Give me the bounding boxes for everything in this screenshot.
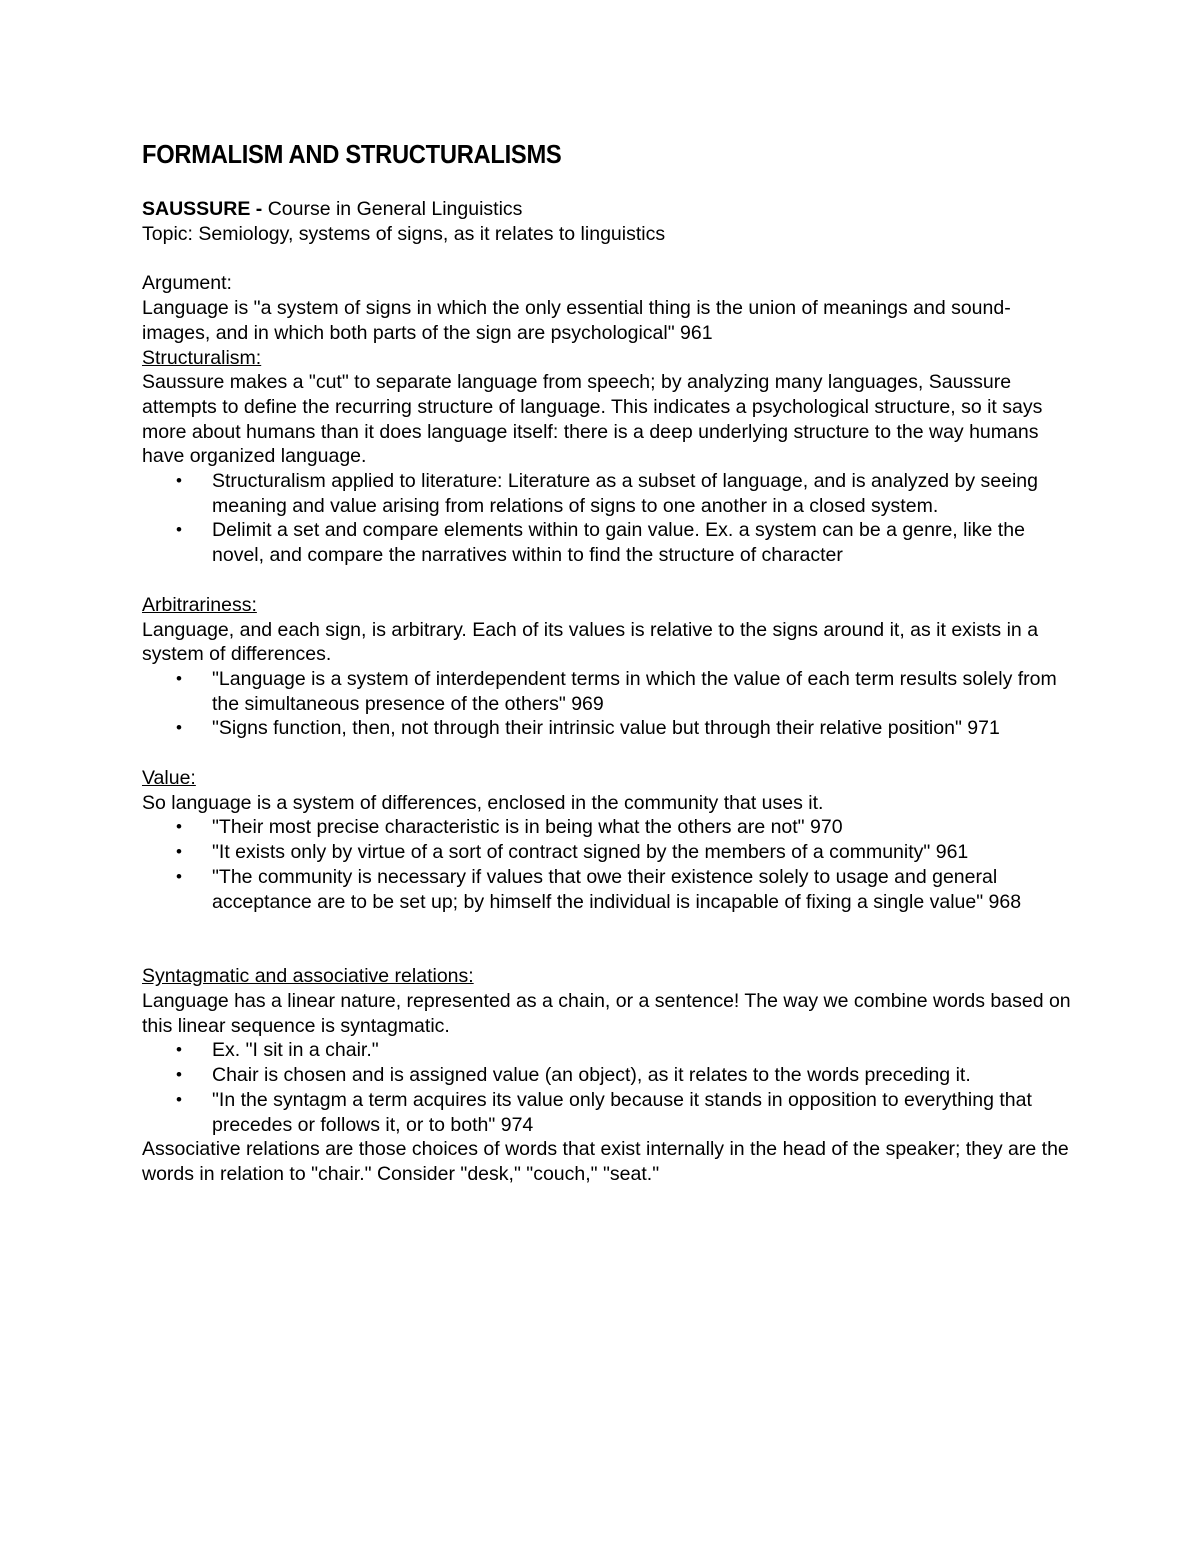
bullet-icon: • <box>176 520 182 540</box>
list-item <box>142 865 1072 914</box>
document-page <box>142 140 1072 1187</box>
arbitrariness-text: Language, and each sign, is arbitrary. Each of its values is relative to the signs around it, as it exists in a system of differences. <box>142 618 1039 666</box>
list-item-text: "In the syntagm a term acquires its value only because it stands in opposition to everything that precedes or follows it, or to both" 974 <box>212 1088 1032 1136</box>
arbitrariness-bullets <box>142 667 1072 741</box>
list-item <box>142 1063 1072 1088</box>
arbitrariness-heading: Arbitrariness: <box>142 593 257 616</box>
list-item-text: Structuralism applied to literature: Literature as a subset of language, and is analyzed by seeing meaning and value arising from relations of signs to one another in a closed system. <box>212 470 1038 517</box>
bullet-icon: • <box>176 866 182 886</box>
syntagmatic-bullets <box>142 1038 1072 1137</box>
list-item <box>142 840 1072 865</box>
list-item-text: Chair is chosen and is assigned value (an object), as it relates to the words preceding it. <box>212 1064 971 1087</box>
list-item-text: "The community is necessary if values that owe their existence solely to usage and general acceptance are to be set up; by himself the individual is incapable of fixing a single value" 968 <box>212 865 1022 913</box>
author-name: SAUSSURE - <box>142 198 263 220</box>
value-bullets <box>142 815 1072 914</box>
work-title: Course in General Linguistics <box>262 198 523 220</box>
bullet-icon: • <box>176 668 182 688</box>
value-heading: Value: <box>142 767 196 790</box>
spacer <box>142 568 1072 593</box>
list-item-text: "It exists only by virtue of a sort of contract signed by the members of a community" 961 <box>212 841 969 864</box>
syntagmatic-heading: Syntagmatic and associative relations: <box>142 965 474 988</box>
spacer <box>142 914 1072 964</box>
spacer <box>142 246 1072 271</box>
list-item-text: Delimit a set and compare elements within to gain value. Ex. a system can be a genre, like the novel, and compare the narratives within to find the structure of character <box>212 519 1025 567</box>
structuralism-heading: Structuralism: <box>142 346 262 369</box>
argument-label: Argument: <box>142 272 232 295</box>
list-item <box>142 667 1072 716</box>
bullet-icon: • <box>176 842 182 862</box>
structuralism-text: Saussure makes a "cut" to separate language from speech; by analyzing many languages, Saussure attempts to define the recurring structure of language. This indicates a psychological structure, so it says more about humans than it does language itself: there is a deep underlying structure to the way humans have organized language. <box>142 371 1043 468</box>
bullet-icon: • <box>176 471 182 491</box>
spacer <box>142 741 1072 766</box>
structuralism-bullets <box>142 469 1072 568</box>
value-text: So language is a system of differences, enclosed in the community that uses it. <box>142 791 824 814</box>
list-item <box>142 1088 1072 1137</box>
syntagmatic-closing: Associative relations are those choices of words that exist internally in the head of the speaker; they are the words in relation to "chair." Consider "desk," "couch," "seat." <box>142 1138 1069 1185</box>
list-item <box>142 469 1072 518</box>
list-item-text: "Their most precise characteristic is in being what the others are not" 970 <box>212 816 843 839</box>
list-item-text: "Signs function, then, not through their intrinsic value but through their relative position" 971 <box>212 717 1000 740</box>
bullet-icon: • <box>176 817 182 837</box>
argument-text: Language is "a system of signs in which the only essential thing is the union of meanings and sound- images, and in which both parts of the sign are psychological" 961 <box>142 297 1011 344</box>
author-line <box>142 197 1072 222</box>
topic-line: Topic: Semiology, systems of signs, as it relates to linguistics <box>142 222 666 245</box>
syntagmatic-text: Language has a linear nature, represented as a chain, or a sentence! The way we combine words based on this linear sequence is syntagmatic. <box>142 989 1071 1037</box>
bullet-icon: • <box>176 1089 182 1109</box>
bullet-icon: • <box>176 1065 182 1085</box>
list-item <box>142 518 1072 567</box>
list-item-text: "Language is a system of interdependent terms in which the value of each term results solely from the simultaneous presence of the others" 969 <box>212 667 1057 715</box>
document-title: FORMALISM AND STRUCTURALISMS <box>142 141 562 169</box>
list-item-text: Ex. "I sit in a chair." <box>212 1039 379 1062</box>
bullet-icon: • <box>176 1040 182 1060</box>
bullet-icon: • <box>176 718 182 738</box>
list-item <box>142 815 1072 840</box>
list-item <box>142 716 1072 741</box>
list-item <box>142 1038 1072 1063</box>
